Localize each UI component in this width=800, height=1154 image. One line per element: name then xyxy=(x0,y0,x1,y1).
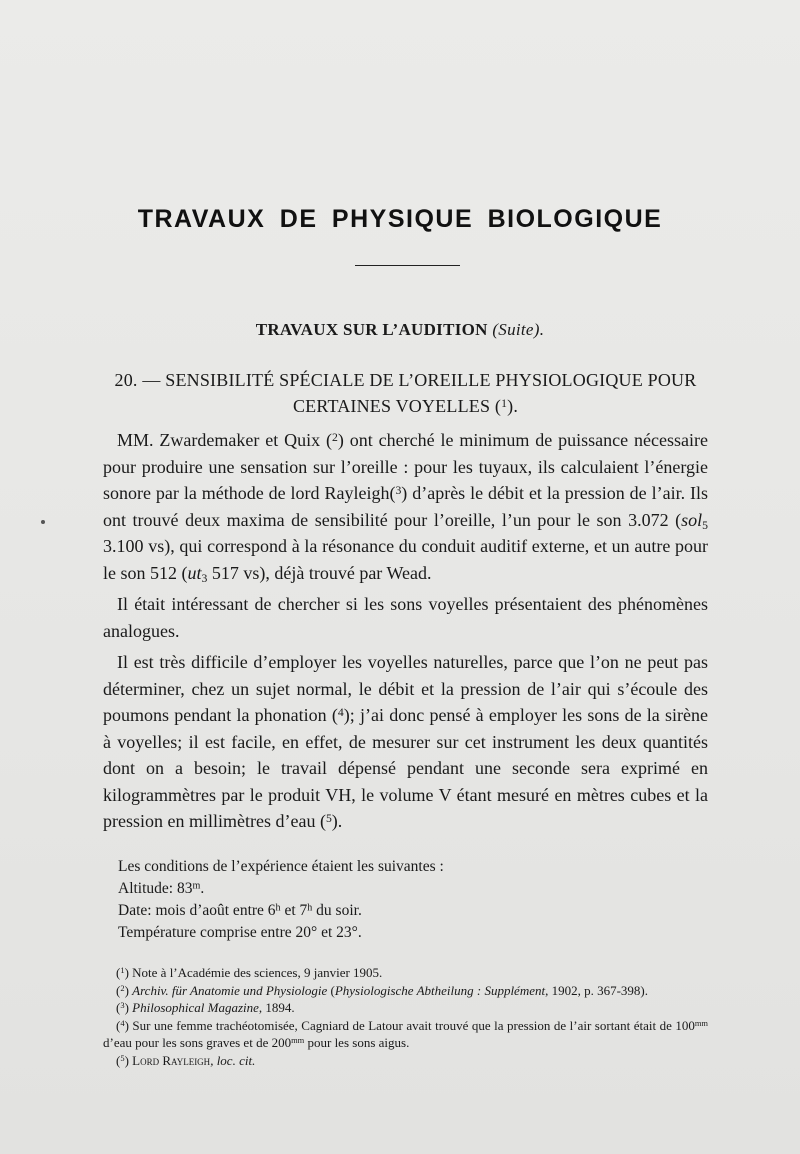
p3-text-a: Il est très difficile d’employer les voyelles naturelles, parce que l’on ne peut pas déterminer, chez un sujet normal, le débit et la pression de l’air qui s’écoule des poumons pendant la phonation xyxy=(103,652,708,725)
footnote-3-number: 3 xyxy=(120,1000,125,1011)
article-heading-line1: 20. — SENSIBILITÉ SPÉCIALE DE L’OREILLE PHYSIOLOGIQUE POUR xyxy=(114,370,697,390)
footnote-3-journal: Philosophical Magazine xyxy=(132,1000,259,1015)
footnote-2-section: Physiologische Abtheilung : Supplément xyxy=(334,982,546,998)
date-text-c: du soir. xyxy=(312,902,362,919)
footnote-4: ($^4$) Sur une femme trachéotomisée, Cagniard de Latour avait trouvé que la pression de l’air sortant était de $100^{mm}$ d’eau pour les sons graves et de $200^{mm}$ pour les sons aigus. xyxy=(103,1017,708,1050)
article-heading-line2: CERTAINES VOYELLES ($^1$). xyxy=(292,396,519,416)
p1-text-a: MM. Zwardemaker et Quix xyxy=(117,430,321,450)
p1-text-d: 3.100 vs), qui correspond à la résonance du conduit auditif externe, et un autre pour le son 512 ( xyxy=(103,536,708,583)
paragraph-3: Il est très difficile d’employer les voyelles naturelles, parce que l’on ne peut pas déterminer, chez un sujet normal, le débit et la pression de l’air qui s’écoule des poumons pendant la phonation ($^4$); j’ai donc pensé à employer les sons de la sirène à voyelles; il est facile, en effet, de mesurer sur cet instrument les deux quantités dont on a besoin; le travail dépensé pendant une seconde sera exprimé en kilogrammètres par le produit VH, le volume V étant mesuré en mètres cubes et la pression en millimètres d’eau ($^5$). xyxy=(103,652,709,831)
p3-text-b: ; j’ai donc pensé à employer les sons de la sirène à voyelles; il est facile, en effet, de mesurer sur cet instrument les deux quantités dont on a besoin; le travail dépensé pendant une seconde sera exprimé en kilogrammètres par le produit VH, le volume V étant mesuré en mètres cubes et la pression en millimètres d’eau xyxy=(103,705,709,831)
conditions-date xyxy=(118,900,444,922)
footnote-2-number: 2 xyxy=(120,982,125,993)
date-text-b: et 7 xyxy=(280,902,308,919)
footnote-2-end: , 1902, p. 367-398). xyxy=(545,982,649,998)
footnote-4-text-b: d’eau pour les sons graves et de 200 xyxy=(103,1035,292,1050)
note-ut-octave: 3 xyxy=(201,571,208,585)
footnote-2-journal: Archiv. für Anatomie und Physiologie xyxy=(132,982,328,998)
p1-text-e: 517 vs), déjà trouvé par Wead. xyxy=(207,562,432,583)
footnote-3-end: , 1894. xyxy=(258,1000,295,1015)
footnote-2: ($^2$) Archiv. für Anatomie und Physiologie (Physiologische Abtheilung : Supplément, 1902, p. 367-398). xyxy=(116,982,649,998)
date-hour-unit-2: h xyxy=(307,902,313,914)
footnote-3: ($^3$) Philosophical Magazine, 1894. xyxy=(116,1000,295,1015)
footnote-4-text-a: Sur une femme trachéotomisée, Cagniard de Latour avait trouvé que la pression de l’air sortant était de 100 xyxy=(128,1017,695,1033)
footnote-5-number: 5 xyxy=(120,1052,125,1063)
p1-text-b: ont cherché le minimum de puissance nécessaire pour produire une sensation sur l’oreille : pour les tuyaux, ils calculaient l’énergie sonore par la méthode de lord Rayleigh xyxy=(103,430,708,503)
conditions-intro: Les conditions de l’expérience étaient les suivantes : xyxy=(118,858,444,875)
footnote-ref-4: 4 xyxy=(337,705,344,719)
footnote-4-number: 4 xyxy=(120,1017,125,1028)
experiment-conditions xyxy=(118,856,444,944)
footnote-4-text-c: pour les sons aigus. xyxy=(304,1035,410,1050)
footnote-5: ($^5$) Lord Rayleigh, loc. cit. xyxy=(116,1052,256,1068)
footnote-ref-3: 3 xyxy=(395,483,402,497)
altitude-text: Altitude: 83 xyxy=(118,880,193,897)
footnote-1-number: 1 xyxy=(120,965,125,976)
paragraph-1: MM. Zwardemaker et Quix ($^2$) ont cherché le minimum de puissance nécessaire pour produire une sensation sur l’oreille : pour les tuyaux, ils calculaient l’énergie sonore par la méthode de lord Rayleigh($^3$) d’après le débit et la pression de l’air. Ils ont trouvé deux maxima de sensibilité pour l’oreille, l’un pour le son 3.072 (sol$_5$ 3.100 vs), qui correspond à la résonance du conduit auditif externe, et un autre pour le son 512 ($ut_3$ 517 vs), déjà trouvé par Wead. xyxy=(103,430,708,585)
section-title xyxy=(0,320,800,340)
footnote-ref-2: 2 xyxy=(332,430,338,444)
footnote-ref-1: 1 xyxy=(501,396,508,410)
date-hour-unit-1: h xyxy=(275,902,281,914)
p3-text-c: . xyxy=(337,811,343,831)
altitude-unit: m xyxy=(192,880,201,892)
conditions-temperature: Température comprise entre 20° et 23°. xyxy=(118,924,362,941)
main-title: TRAVAUX DE PHYSIQUE BIOLOGIQUE xyxy=(137,205,663,233)
paragraph-2: Il était intéressant de chercher si les sons voyelles présentaient des phénomènes analogues. xyxy=(103,594,708,641)
article-heading-line2-text: CERTAINES VOYELLES xyxy=(292,396,491,416)
title-divider xyxy=(355,265,460,266)
conditions-altitude: Altitude: 83$^m$. xyxy=(118,880,205,897)
article-heading xyxy=(103,367,708,419)
footnote-2-paren: ( xyxy=(327,982,335,998)
section-title-text: TRAVAUX SUR L’AUDITION xyxy=(255,320,488,339)
note-ut: ut xyxy=(187,562,202,583)
note-sol-octave: 5 xyxy=(702,518,708,532)
article-body xyxy=(103,427,708,840)
footnote-4-unit-2: mm xyxy=(291,1035,305,1046)
footnote-5-author: Lord Rayleigh xyxy=(132,1052,211,1068)
footnote-ref-5: 5 xyxy=(325,811,332,825)
note-sol: sol xyxy=(681,509,703,530)
footnote-5-end: , loc. cit. xyxy=(210,1052,256,1068)
section-title-suite: (Suite). xyxy=(492,320,545,339)
footnote-1: ($^1$) Note à l’Académie des sciences, 9 janvier 1905. xyxy=(116,965,383,980)
date-text-a: Date: mois d’août entre 6 xyxy=(118,902,276,919)
p1-text-c: d’après le débit et la pression de l’air. Ils ont trouvé deux maxima de sensibilité pour l’oreille, l’un pour le son 3.072 ( xyxy=(103,483,708,530)
margin-speck xyxy=(41,520,45,524)
footnote-1-text: Note à l’Académie des sciences, 9 janvier 1905. xyxy=(128,965,383,980)
footnotes xyxy=(103,964,708,1069)
footnote-4-unit-1: mm xyxy=(694,1017,708,1028)
